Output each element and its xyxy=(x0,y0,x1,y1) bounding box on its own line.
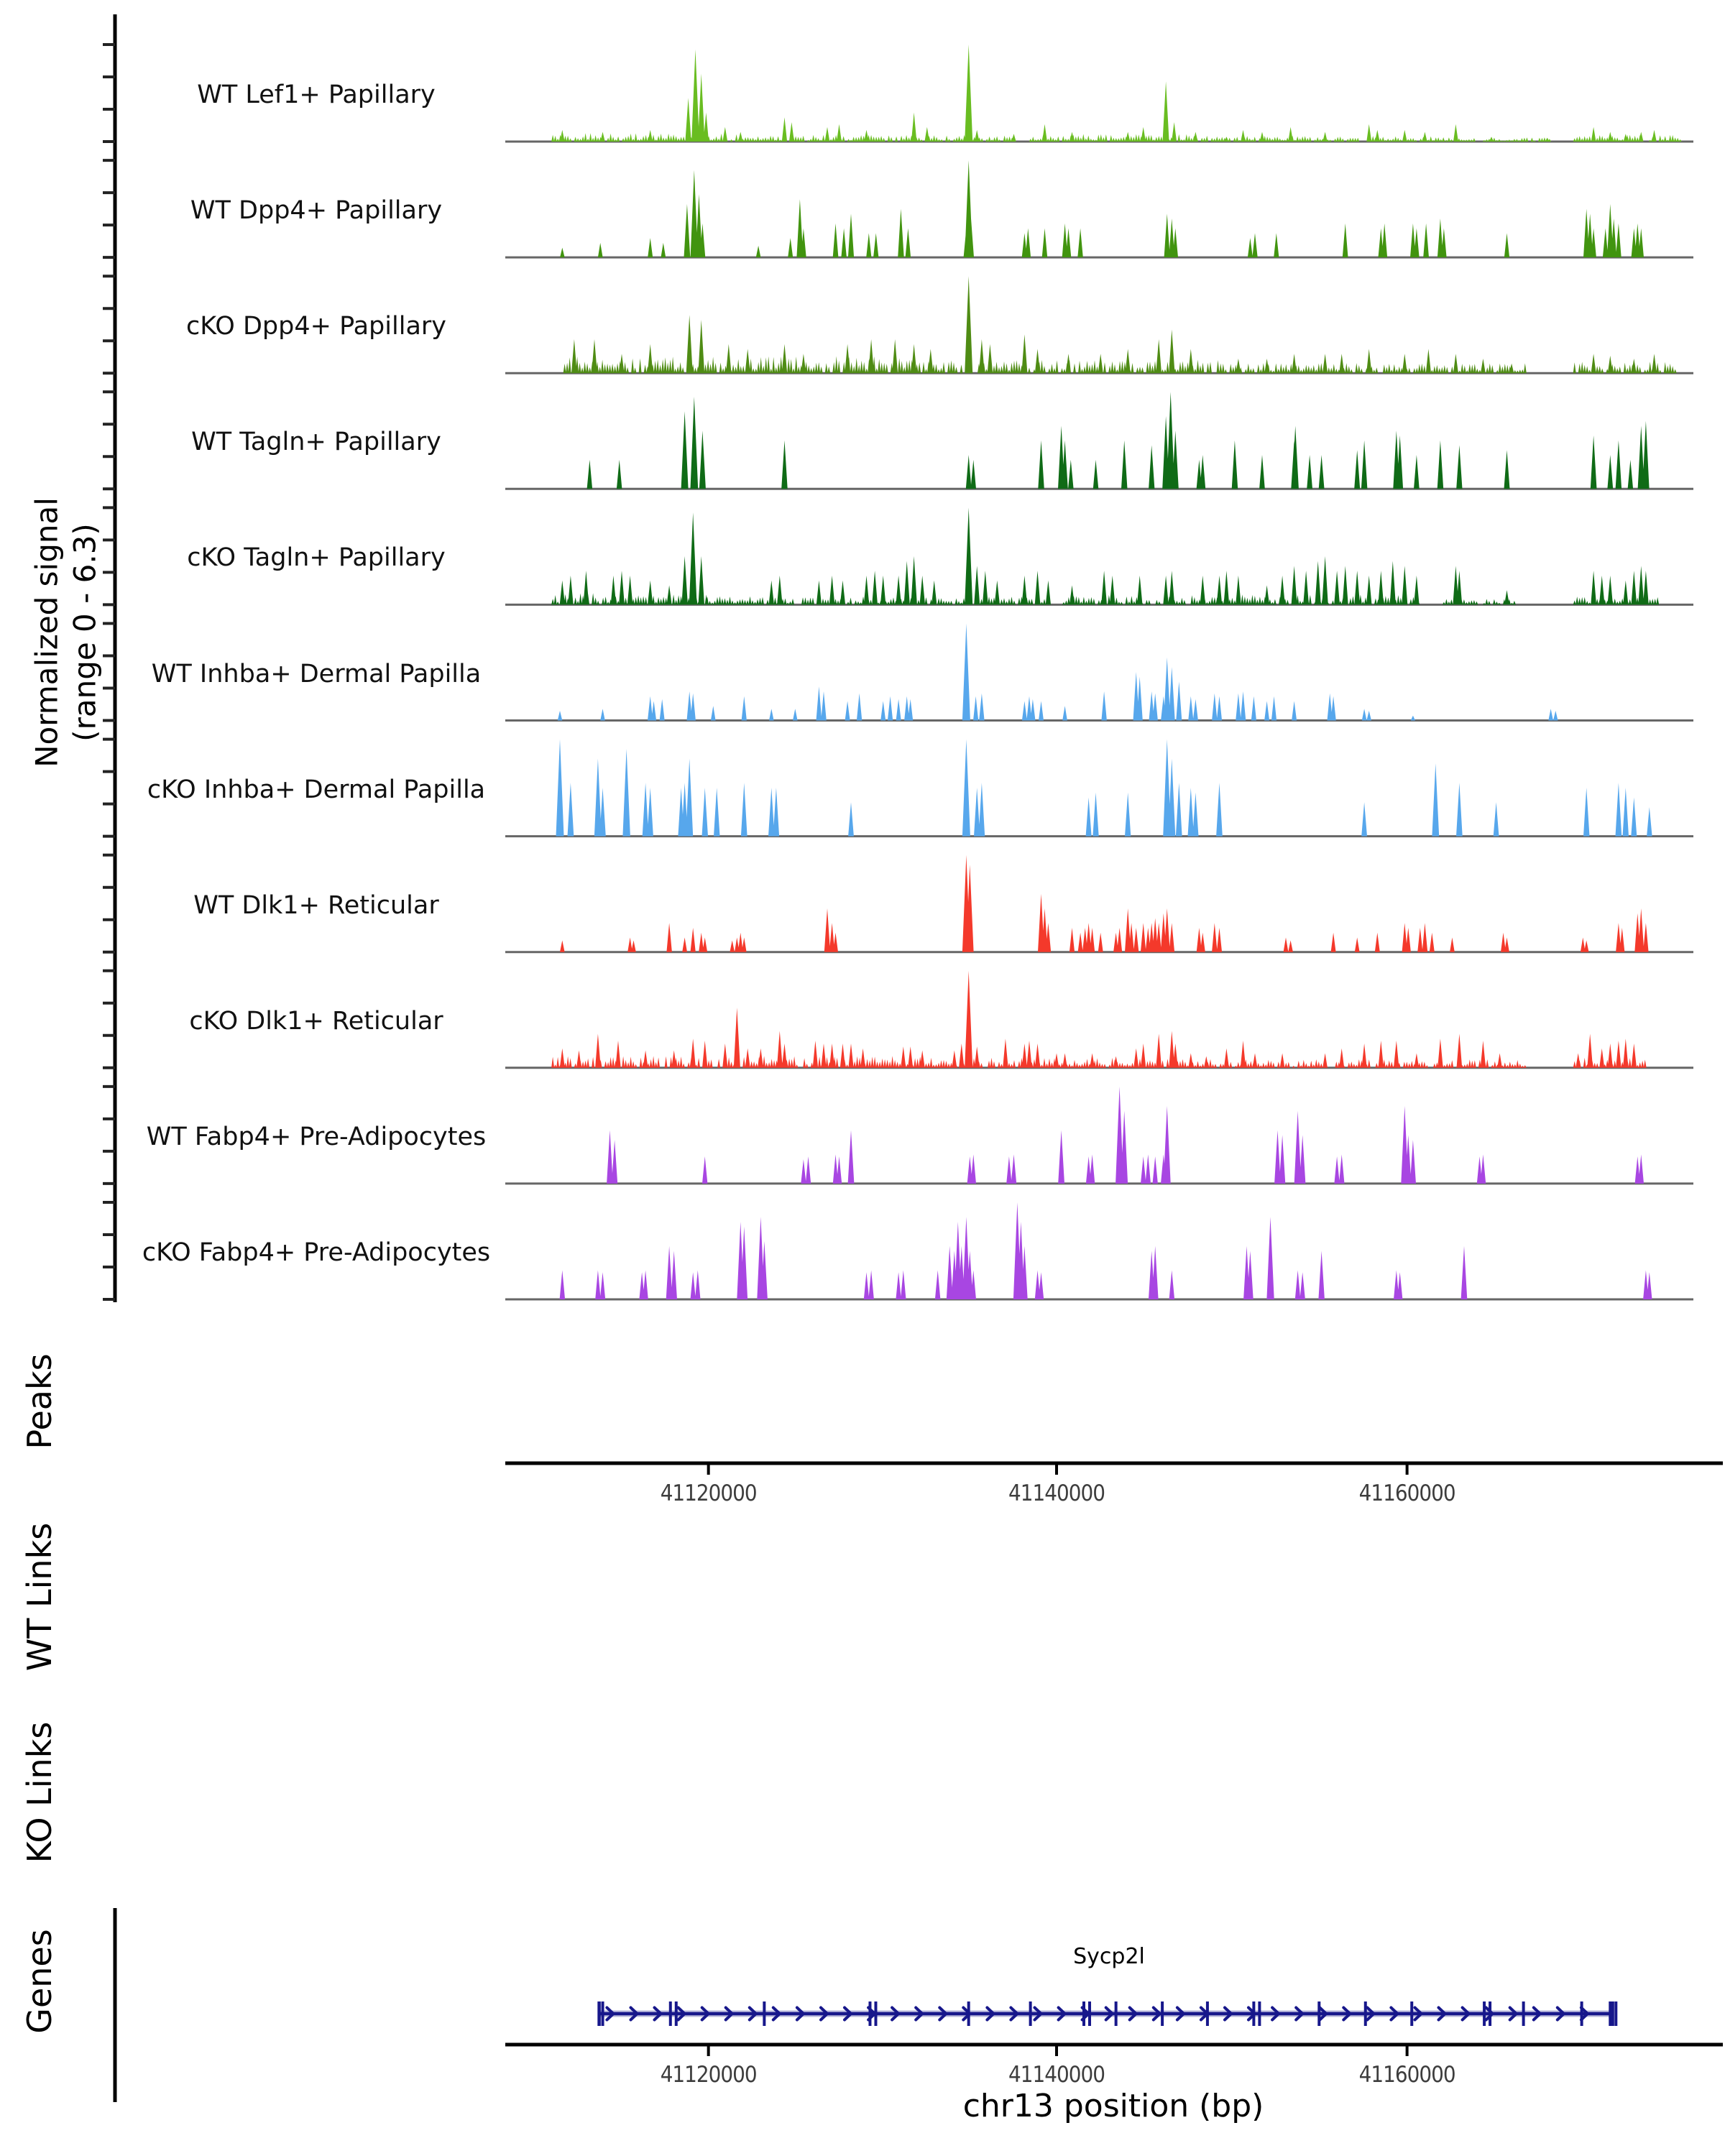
track-label: cKO Fabp4+ Pre-Adipocytes xyxy=(142,1238,491,1267)
position-tick-label: 41160000 xyxy=(1358,1480,1455,1506)
position-tick-label: 41140000 xyxy=(1008,2062,1105,2088)
track-label: cKO Dpp4+ Papillary xyxy=(186,312,446,341)
section-label-wt-links: WT Links xyxy=(20,1522,59,1672)
track-signal xyxy=(564,276,1677,373)
track-label: cKO Tagln+ Papillary xyxy=(187,543,446,573)
section-label-genes: Genes xyxy=(20,1929,59,2034)
position-tick-label: 41120000 xyxy=(660,1480,757,1506)
track-label: WT Inhba+ Dermal Papilla xyxy=(151,659,482,688)
position-tick-label: 41140000 xyxy=(1008,1480,1105,1506)
track-label: WT Dpp4+ Papillary xyxy=(190,196,443,226)
track-signal xyxy=(551,45,1682,142)
track-signal xyxy=(556,740,1652,837)
track-signal xyxy=(551,507,1659,604)
position-tick-label: 41160000 xyxy=(1358,2062,1455,2088)
track-signal xyxy=(560,855,1649,952)
track-signal xyxy=(551,971,1647,1068)
track-signal xyxy=(558,624,1558,721)
track-label: cKO Inhba+ Dermal Papilla xyxy=(147,775,486,804)
track-label: WT Lef1+ Papillary xyxy=(197,80,436,109)
track-signal xyxy=(587,392,1650,489)
track-signal xyxy=(560,160,1644,257)
track-label: WT Fabp4+ Pre-Adipocytes xyxy=(146,1122,487,1151)
track-signal xyxy=(607,1087,1644,1184)
track-label: WT Dlk1+ Reticular xyxy=(193,890,439,920)
position-tick-label: 41120000 xyxy=(660,2062,757,2088)
section-label-ko-links: KO Links xyxy=(20,1721,59,1864)
track-label: cKO Dlk1+ Reticular xyxy=(189,1006,443,1036)
x-axis-title: chr13 position (bp) xyxy=(962,2088,1264,2124)
gene-name-label: Sycp2l xyxy=(1073,1944,1145,1969)
y-axis-label-line2: (range 0 - 6.3) xyxy=(67,523,102,742)
y-axis-label-line1: Normalized signal xyxy=(29,497,65,768)
section-label-peaks: Peaks xyxy=(20,1353,59,1450)
track-label: WT Tagln+ Papillary xyxy=(191,428,441,457)
track-signal xyxy=(560,1202,1652,1299)
